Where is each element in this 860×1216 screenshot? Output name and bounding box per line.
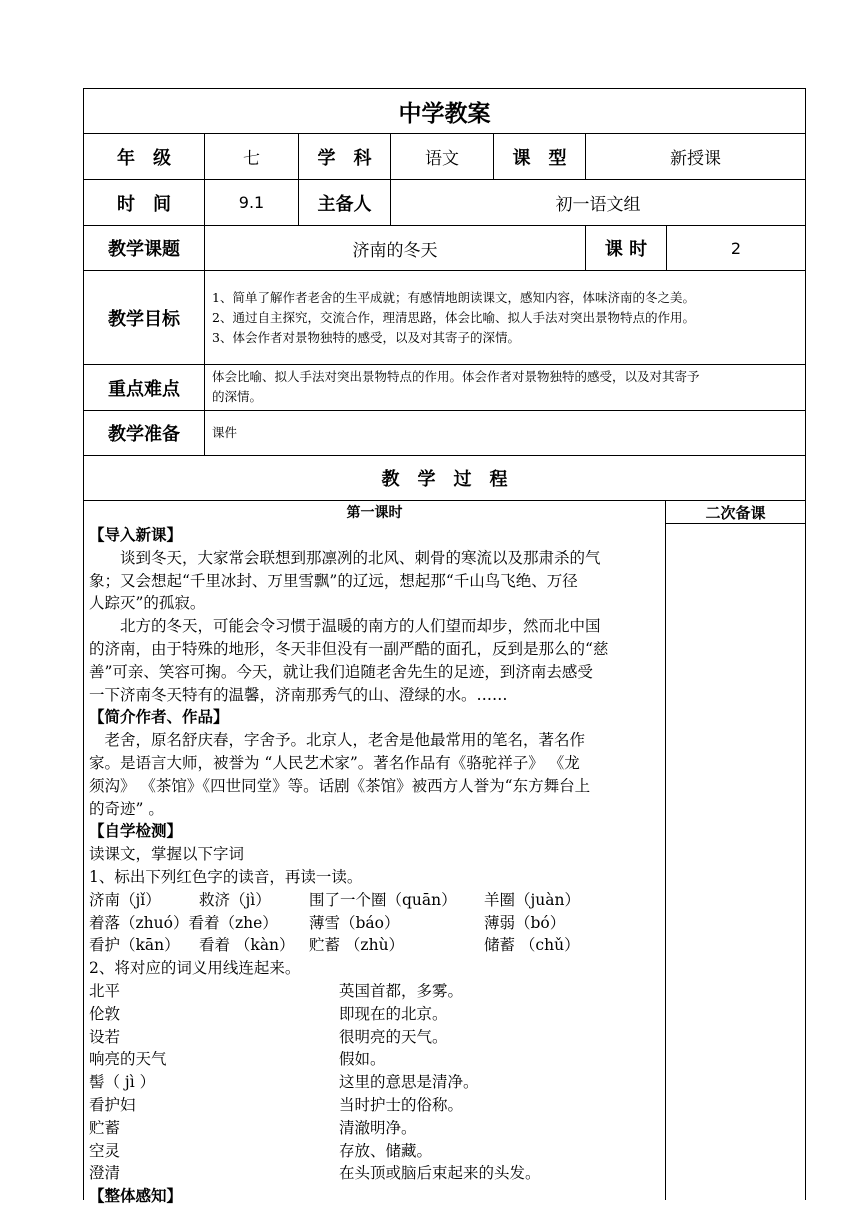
goal-item: 3、体会作者对景物独特的感受，以及对其寄子的深情。 <box>212 330 520 345</box>
section-heading: 【自学检测】 <box>89 822 183 841</box>
section-heading: 【导入新课】 <box>89 526 183 544</box>
subject-value: 语文 <box>425 149 459 169</box>
grade-value: 七 <box>243 149 260 169</box>
lesson-content: 【导入新课】 谈到冬天，大家常会联想到那凛冽的北风、刺骨的寒流以及那肃杀的气 象；又会想起“千里冰封、万里雪飘”的辽远，想起那“千山鸟飞绝、万径 人踪灭”的孤寂。 北方的冬天，可能会令习惯于温暖的南方的人们望而却步，然而北中国 的济南，由于特殊的地形，冬天非但没有一副严酷的面孔，反到是那么的“慈 善”可亲、笑容可掬。今天，就让我们追随老舍先生的足迹，到济南去感受 一下济南冬天特有的温馨，济南那秀气的山、澄绿的水。…… 【简介作者、作品】 老舍，原名舒庆春，字舍予。北京人，老舍是他最常用的笔名，著名作 家。是语言大师，被誉为 “人民艺术家”。著名作品有《骆驼祥子》 《龙 须沟》 《茶馆》《四世同堂》等。话剧《茶馆》被西方人誉为“东方舞台上 的奇迹” 。 【自学检测】 读课文，掌握以下字词 1、标出下列红色字的读音，再读一读。 济南（jǐ） 救济（jì） 围了一个圈（quān） 羊圈（juàn） 着落（zhuó）看着（zhe） 薄雪（báo） 薄弱（bó） 看护（kān） 看着 （kàn） 贮蓄 （zhù） 储蓄 （chǔ） 2、将对应的词义用线连起来。 北平 英国首都，多雾。 伦敦 即现在的北京。 设若 很明亮的天气。 响亮的天气 假如。 髻（ jì ） 这里的意思是清净。 看护妇 当时护士的俗称。 贮蓄 清澈明净。 空灵 存放、储藏。 澄清 在头顶或脑后束起来的头发。 【整体感知】 <box>89 524 661 1208</box>
time-label: 时 间 <box>117 193 171 215</box>
match-term: 贮蓄 <box>89 1118 121 1137</box>
page-title: 中学教案 <box>398 100 491 127</box>
match-term: 澄清 <box>89 1164 121 1183</box>
grade-label: 年 级 <box>117 147 171 169</box>
match-row <box>89 1003 661 1026</box>
match-definition: 很明亮的天气。 <box>339 1027 448 1046</box>
prep-value: 课件 <box>212 425 238 440</box>
match-term: 响亮的天气 <box>89 1050 167 1069</box>
goal-item: 2、通过自主探究，交流合作，理清思路，体会比喻、拟人手法对突出景物特点的作用。 <box>212 310 695 325</box>
key-label: 重点难点 <box>108 378 180 400</box>
match-definition: 假如。 <box>339 1050 386 1069</box>
match-list <box>89 980 661 1185</box>
match-term: 北平 <box>89 981 121 1000</box>
pinyin-row: 看护（kān） 看着 （kàn） 贮蓄 （zhù） 储蓄 （chǔ） <box>89 936 580 955</box>
type-label: 课 型 <box>512 147 567 169</box>
pinyin-row: 济南（jǐ） 救济（jì） 围了一个圈（quān） 羊圈（juàn） <box>89 890 581 909</box>
match-term: 设若 <box>89 1027 121 1046</box>
section-heading: 【简介作者、作品】 <box>89 708 229 727</box>
key-text: 体会比喻、拟人手法对突出景物特点的作用。体会作者对景物独特的感受，以及对其寄予 的深情。 <box>212 369 700 404</box>
side-heading: 二次备课 <box>705 503 766 522</box>
match-term: 看护妇 <box>89 1095 136 1114</box>
match-row <box>89 1117 661 1140</box>
match-definition: 当时护士的俗称。 <box>339 1095 464 1114</box>
pinyin-row: 着落（zhuó）看着（zhe） 薄雪（báo） 薄弱（bó） <box>89 913 566 932</box>
topic-value: 济南的冬天 <box>352 240 438 261</box>
match-definition: 即现在的北京。 <box>339 1004 448 1023</box>
match-row <box>89 980 661 1003</box>
match-row <box>89 1162 661 1185</box>
match-row <box>89 1140 661 1163</box>
process-heading: 教 学 过 程 <box>381 469 508 490</box>
match-term: 伦敦 <box>89 1004 121 1023</box>
match-term: 髻（ jì ） <box>89 1073 156 1092</box>
preparer-value: 初一语文组 <box>555 195 641 215</box>
match-term: 空灵 <box>89 1141 121 1160</box>
topic-label: 教学课题 <box>108 239 180 260</box>
prep-label: 教学准备 <box>108 424 180 445</box>
type-value: 新授课 <box>670 149 721 169</box>
lesson-heading: 第一课时 <box>346 505 403 521</box>
preparer-label: 主备人 <box>317 193 372 215</box>
subject-label: 学 科 <box>317 147 372 169</box>
match-definition: 这里的意思是清净。 <box>339 1073 479 1092</box>
goal-item: 1、简单了解作者老舍的生平成就；有感情地朗读课文，感知内容，体味济南的冬之美。 <box>212 290 695 305</box>
match-definition: 清澈明净。 <box>339 1118 417 1137</box>
hours-label: 课 时 <box>604 239 648 260</box>
match-row <box>89 1094 661 1117</box>
section-heading: 【整体感知】 <box>89 1187 183 1206</box>
goals-label: 教学目标 <box>108 308 180 330</box>
time-value: 9.1 <box>238 193 265 212</box>
hours-value: 2 <box>730 238 742 258</box>
match-row <box>89 1071 661 1094</box>
match-definition: 在头顶或脑后束起来的头发。 <box>339 1164 541 1183</box>
goals-list <box>212 288 804 348</box>
match-row <box>89 1026 661 1049</box>
match-definition: 存放、储藏。 <box>339 1141 433 1160</box>
match-row <box>89 1048 661 1071</box>
match-definition: 英国首都，多雾。 <box>339 981 464 1000</box>
